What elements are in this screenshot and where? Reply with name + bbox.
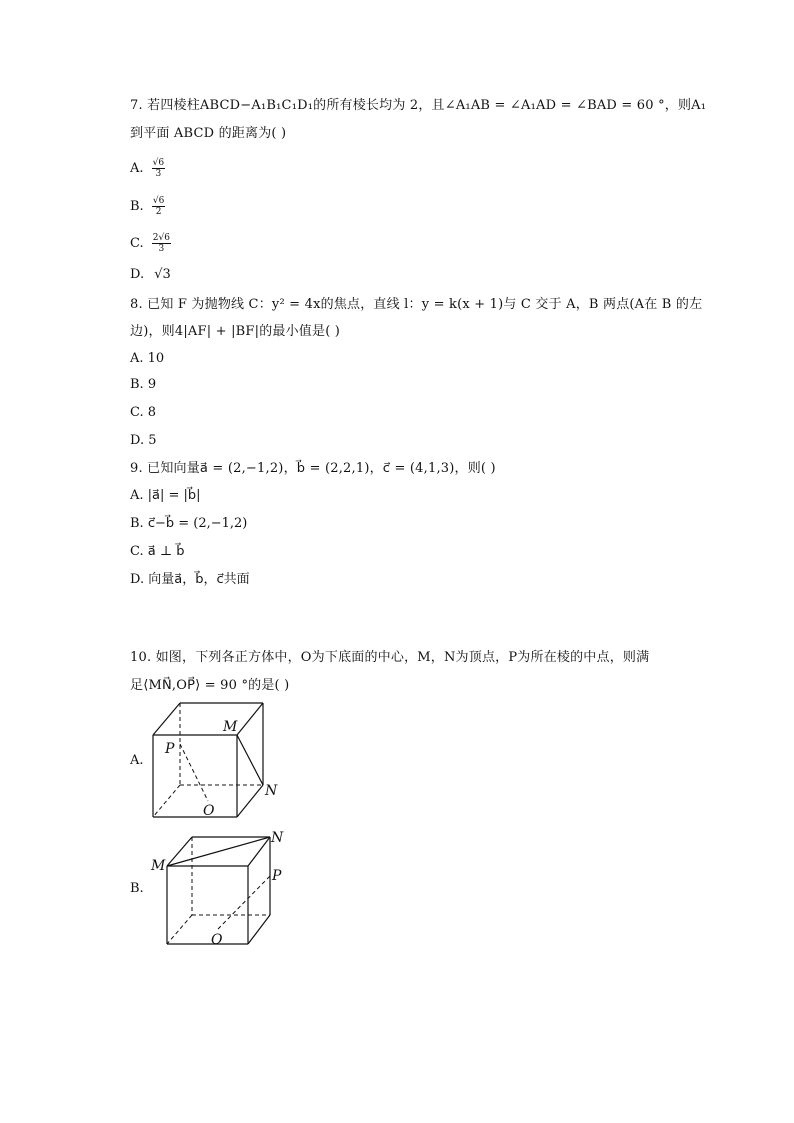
cube-figure-b[interactable] [145, 828, 295, 948]
label-p: P [272, 868, 282, 884]
segment-mn [167, 837, 270, 866]
segment-op [180, 744, 208, 801]
q8-option-d[interactable]: D. 5 [130, 433, 157, 448]
label-o: O [203, 803, 215, 819]
q9-option-a[interactable]: A. |a⃗| = |b⃗| [130, 488, 201, 503]
fraction: $\frac{2√6}{3}$ [152, 233, 170, 254]
edge [167, 837, 192, 866]
edge [237, 785, 263, 817]
q9-stem: 9. 已知向量a⃗ = (2,−1,2)，b⃗ = (2,2,1)，c⃗ = (4,1,3)，则( ) [130, 461, 496, 476]
fraction: $\frac{√6}{3}$ [152, 158, 165, 179]
segment-mn [237, 735, 263, 785]
q7-option-d[interactable] [130, 266, 171, 284]
q8-stem-line2: 边)，则4|AF| + |BF|的最小值是( ) [130, 324, 341, 339]
label-p: P [165, 741, 175, 757]
q7-stem-line1: 7. 若四棱柱ABCD−A₁B₁C₁D₁的所有棱长均为 2，且∠A₁AB = ∠A₁AD = ∠BAD = 60 °，则A₁ [130, 98, 707, 113]
q9-option-d[interactable]: D. 向量a⃗，b⃗，c⃗共面 [130, 572, 250, 587]
q10-stem-line2: 足⟨MN⃗,OP⃗⟩ = 90 °的是( ) [130, 678, 290, 693]
option-label: B. [130, 199, 144, 214]
q10-stem-line1: 10. 如图，下列各正方体中，O为下底面的中心，M，N为顶点，P为所在棱的中点，则满 [130, 650, 650, 665]
cube-figure-a[interactable] [145, 695, 285, 825]
hidden-edge [167, 915, 192, 944]
q9-option-b[interactable]: B. c⃗−b⃗ = (2,−1,2) [130, 516, 248, 531]
option-label: C. [130, 236, 144, 251]
q8-option-b[interactable]: B. 9 [130, 377, 157, 392]
fraction: $\frac{√6}{2}$ [152, 196, 165, 217]
label-m: M [151, 858, 166, 874]
segment-op [218, 876, 270, 929]
q7-option-c[interactable] [130, 233, 171, 254]
q7-option-b[interactable] [130, 196, 165, 217]
q7-option-a[interactable] [130, 158, 165, 179]
edge [237, 703, 263, 735]
option-label: D. [130, 267, 145, 282]
label-n: N [271, 830, 284, 846]
edge [248, 915, 270, 944]
q7-stem-line2: 到平面 ABCD 的距离为( ) [130, 126, 287, 141]
edge [248, 837, 270, 866]
option-value: √3 [154, 267, 171, 282]
q8-option-a[interactable]: A. 10 [130, 351, 165, 366]
label-o: O [211, 932, 223, 948]
label-n: N [265, 783, 278, 799]
q10-option-b-label[interactable]: B. [130, 881, 144, 896]
q9-option-c[interactable]: C. a⃗ ⊥ b⃗ [130, 544, 185, 559]
q8-stem-line1: 8. 已知 F 为抛物线 C：y² = 4x的焦点，直线 l：y = k(x + 1)与 C 交于 A，B 两点(A在 B 的左 [130, 297, 703, 312]
q8-option-c[interactable]: C. 8 [130, 405, 157, 420]
option-label: A. [130, 161, 144, 176]
edge [153, 703, 180, 735]
q10-option-a-label[interactable]: A. [130, 753, 144, 768]
label-m: M [223, 719, 238, 735]
hidden-edge [153, 785, 180, 817]
